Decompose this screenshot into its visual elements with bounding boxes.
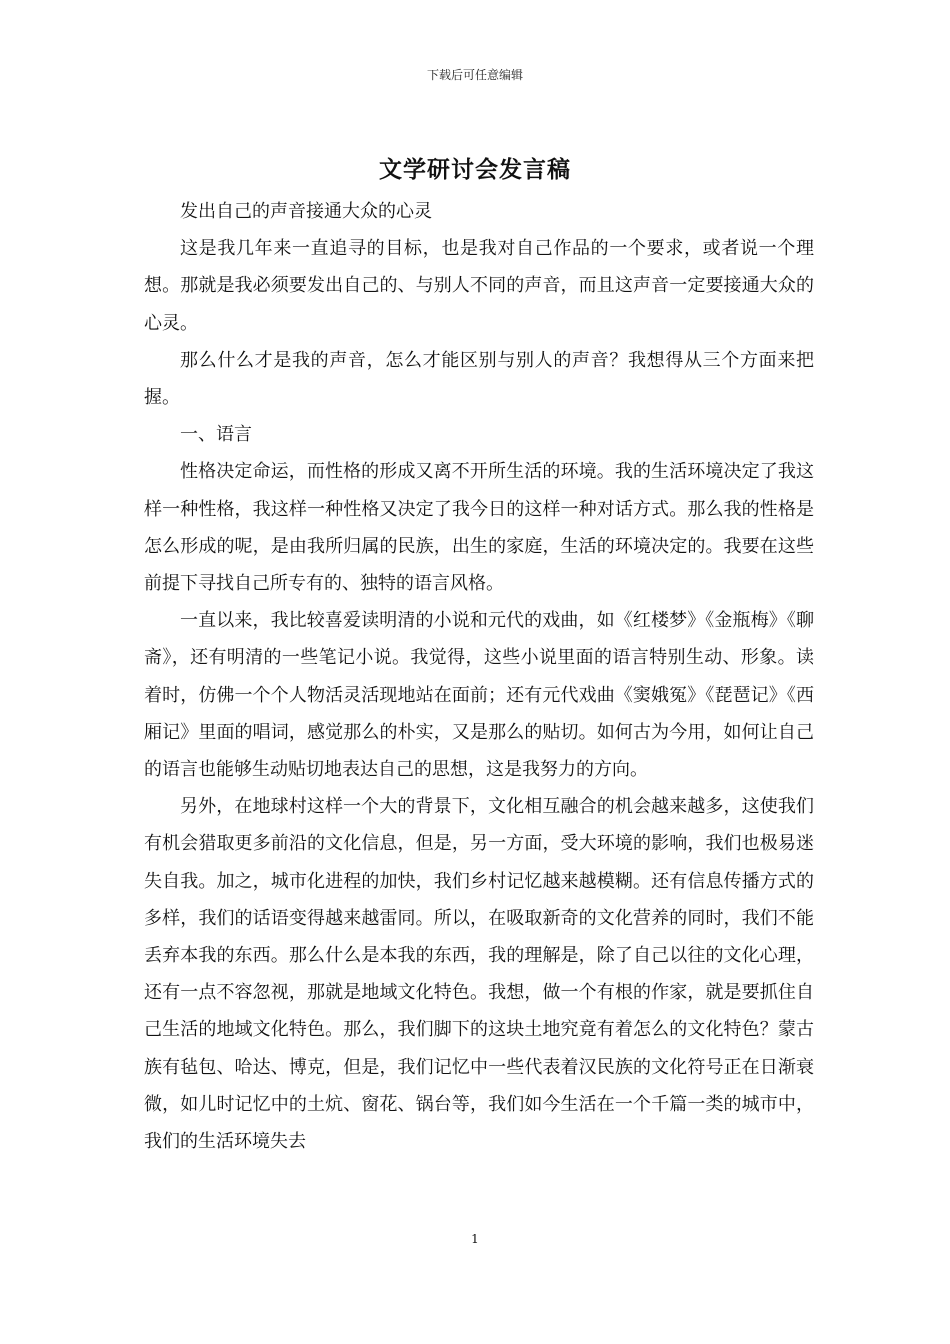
section-heading: 一、语言 <box>180 424 252 446</box>
body-paragraph: 那么什么才是我的声音，怎么才能区别与别人的声音？我想得从三个方面来把握。 <box>144 349 814 409</box>
body-paragraph: 另外，在地球村这样一个大的背景下，文化相互融合的机会越来越多，这使我们有机会猎取更多前沿的文化信息，但是，另一方面，受大环境的影响，我们也极易迷失自我。加之，城市化进程的加快，我们乡村记忆越来越模糊。还有信息传播方式的多样，我们的话语变得越来越雷同。所以，在吸取新奇的文化营养的同时，我们不能丢弃本我的东西。那么什么是本我的东西，我的理解是，除了自己以往的文化心理，还有一点不容忽视，那就是地域文化特色。我想，做一个有根的作家，就是要抓住自己生活的地域文化特色。那么，我们脚下的这块土地究竟有着怎么的文化特色？蒙古族有毡包、哈达、博克，但是，我们记忆中一些代表着汉民族的文化符号正在日渐衰微，如儿时记忆中的土炕、窗花、锅台等，我们如今生活在一个千篇一类的城市中，我们的生活环境失去 <box>144 796 814 1153</box>
body-paragraph: 这是我几年来一直追寻的目标，也是我对自己作品的一个要求，或者说一个理想。那就是我必须要发出自己的、与别人不同的声音，而且这声音一定要接通大众的心灵。 <box>144 238 814 334</box>
document-body <box>144 193 814 1160</box>
subtitle-paragraph: 发出自己的声音接通大众的心灵 <box>180 201 432 222</box>
running-header: 下载后可任意编辑 <box>426 68 523 82</box>
body-paragraph: 一直以来，我比较喜爱读明清的小说和元代的戏曲，如《红楼梦》《金瓶梅》《聊斋》，还有明清的一些笔记小说。我觉得，这些小说里面的语言特别生动、形象。读着时，仿佛一个个人物活灵活现地站在面前；还有元代戏曲《窦娥冤》《琵琶记》《西厢记》里面的唱词，感觉那么的朴实，又是那么的贴切。如何古为今用，如何让自己的语言也能够生动贴切地表达自己的思想，这是我努力的方向。 <box>144 610 814 781</box>
document-title: 文学研讨会发言稿 <box>379 156 571 183</box>
page-number: 1 <box>471 1232 479 1246</box>
body-paragraph: 性格决定命运，而性格的形成又离不开所生活的环境。我的生活环境决定了我这样一种性格，我这样一种性格又决定了我今日的这样一种对话方式。那么我的性格是怎么形成的呢，是由我所归属的民族，出生的家庭，生活的环境决定的。我要在这些前提下寻找自己所专有的、独特的语言风格。 <box>144 461 814 595</box>
